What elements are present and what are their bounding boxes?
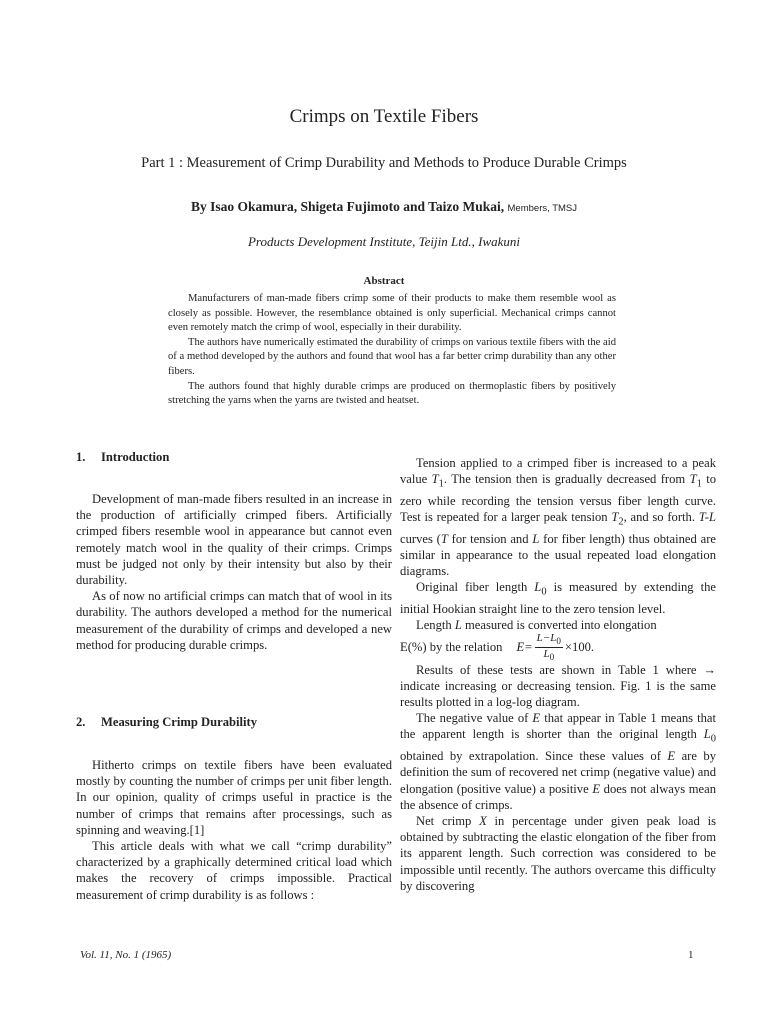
paper-title: Crimps on Textile Fibers xyxy=(289,106,479,127)
abstract-heading: Abstract xyxy=(363,275,405,287)
body-paragraph: Tension applied to a crimped fiber is increased to a peak value $T_1$. The tension then is gradually decreased from $T_1$ to zero while recording the tension versus fiber length curve. Test is repeated for a larger peak tension $T_2$, and so forth. T-L curves (T for tension and L for fiber length) thus obtained are similar in appearance to the usual repeated load elongation diagrams. xyxy=(400,456,716,579)
body-paragraph: Results of these tests are shown in Table 1 where → indicate increasing or decreasing tension. Fig. 1 is the same results plotted in a log-log diagram. xyxy=(400,662,716,709)
measuring-body xyxy=(76,757,392,903)
page-number: 1 xyxy=(688,949,694,961)
affiliation: Products Development Institute, Teijin Ltd., Iwakuni xyxy=(247,234,520,249)
body-paragraph: Original fiber length $L_0$ is measured by extending the initial Hookian straight line to the zero tension level. xyxy=(400,580,716,617)
abstract-paragraph: The authors found that highly durable crimps are produced on thermoplastic fibers by positively stretching the yarns when the yarns are twisted and heatset. xyxy=(168,380,616,407)
section-title: Measuring Crimp Durability xyxy=(101,715,258,729)
elongation-equation: E(%) by the relation E= $\frac{L-L_0}{L_0}$ ×100. xyxy=(400,631,595,663)
section-number: 2. xyxy=(76,715,86,729)
body-paragraph: As of now no artificial crimps can match that of wool in its durability. The authors developed a method for the numerical measurement of the durability of crimps and developed a new method for producing durable crimps. xyxy=(76,589,392,652)
body-paragraph: The negative value of E that appear in Table 1 means that the apparent length is shorter than the original length $L_0$ obtained by extrapolation. Since these values of E are by definition the sum of recovered net crimp (negative value) and elongation (positive value) a positive E does not always mean the absence of crimps. xyxy=(400,711,717,812)
section-heading-introduction xyxy=(76,450,169,465)
section-title: Introduction xyxy=(101,450,170,464)
abstract-body xyxy=(168,292,616,409)
section-heading-measuring xyxy=(76,715,257,730)
right-column-body xyxy=(400,455,716,894)
section-number: 1. xyxy=(76,450,86,464)
body-paragraph: This article deals with what we call “crimp durability” characterized by a graphically determined critical load which makes the recovery of crimps impossible. Practical measurement of crimp durability is as follows : xyxy=(76,839,392,902)
equation-fraction: $\frac{L-L_0}{L_0}$ xyxy=(536,631,561,663)
journal-volume: Vol. 11, No. 1 (1965) xyxy=(80,949,172,961)
body-paragraph: Length L measured is converted into elongation xyxy=(416,618,657,633)
introduction-body xyxy=(76,491,392,653)
abstract-paragraph: Manufacturers of man-made fibers crimp some of their products to make them resemble wool as closely as possible. However, the resemblance obtained is only superficial. Mechanical crimps cannot even remotely match the crimp of wool, especially in their durability. xyxy=(168,293,616,334)
abstract-paragraph: The authors have numerically estimated the durability of crimps on various textile fibers with the aid of a method developed by the authors and found that wool has a far better crimp durability than any other fibers. xyxy=(168,336,616,377)
author-names: By Isao Okamura, Shigeta Fujimoto and Taizo Mukai, xyxy=(190,199,505,214)
membership-note: Members, TMSJ xyxy=(507,203,578,214)
body-paragraph: Hitherto crimps on textile fibers have been evaluated mostly by counting the number of crimps per unit fiber length. In our opinion, quality of crimps useful in practice is the number of crimps that remains after processings, such as spinning and weaving.[1] xyxy=(76,758,392,837)
paper-subtitle: Part 1 : Measurement of Crimp Durability and Methods to Produce Durable Crimps xyxy=(141,155,627,171)
author-line xyxy=(0,199,768,215)
body-paragraph: Development of man-made fibers resulted in an increase in the production of artificially crimped fibers. Artificially crimped fibers resemble wool in appearance but cannot even remotely match wool in the quality of their crimps. Crimps must be judged not only by their intensity but also by their durability. xyxy=(76,492,392,588)
body-paragraph: Net crimp X in percentage under given peak load is obtained by subtracting the elastic elongation of the fiber from its apparent length. Such correction was considered to be impossible until recently. The authors overcame this difficulty by discovering xyxy=(400,813,716,893)
